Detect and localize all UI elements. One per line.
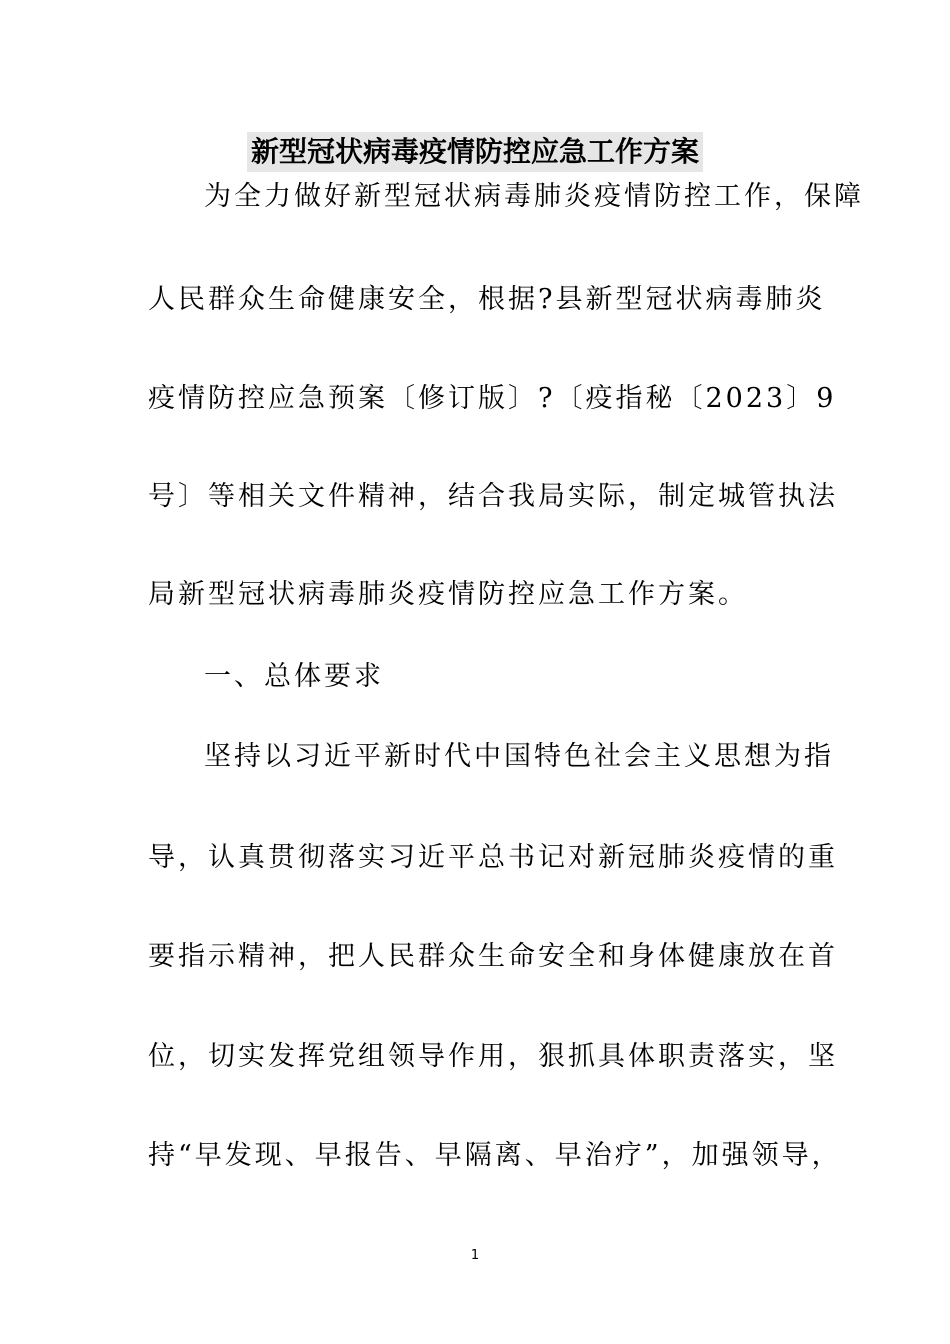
paragraph-line-2: 人民群众生命健康安全，根据?县新型冠状病毒肺炎 [148, 284, 826, 315]
page-number: 1 [470, 1248, 480, 1263]
paragraph-line-6: 坚持以习近平新时代中国特色社会主义思想为指 [204, 741, 834, 772]
paragraph-line-7: 导，认真贯彻落实习近平总书记对新冠肺炎疫情的重 [148, 842, 838, 873]
paragraph-line-10: 持“早发现、早报告、早隔离、早治疗”，加强领导， [148, 1140, 842, 1171]
document-title: 新型冠状病毒疫情防控应急工作方案 [247, 132, 703, 172]
paragraph-line-4: 号〕等相关文件精神，结合我局实际，制定城管执法 [148, 481, 838, 512]
paragraph-line-1: 为全力做好新型冠状病毒肺炎疫情防控工作，保障 [204, 181, 864, 212]
paragraph-line-9: 位，切实发挥党组领导作用，狠抓具体职责落实，坚 [148, 1041, 838, 1072]
section-heading-1: 一、总体要求 [204, 661, 384, 692]
document-title-wrap [0, 132, 950, 172]
paragraph-line-8: 要指示精神，把人民群众生命安全和身体健康放在首 [148, 941, 838, 972]
paragraph-line-3: 疫情防控应急预案〔修订版〕?〔疫指秘〔2023〕9 [148, 383, 837, 414]
paragraph-line-5: 局新型冠状病毒肺炎疫情防控应急工作方案。 [148, 579, 748, 610]
